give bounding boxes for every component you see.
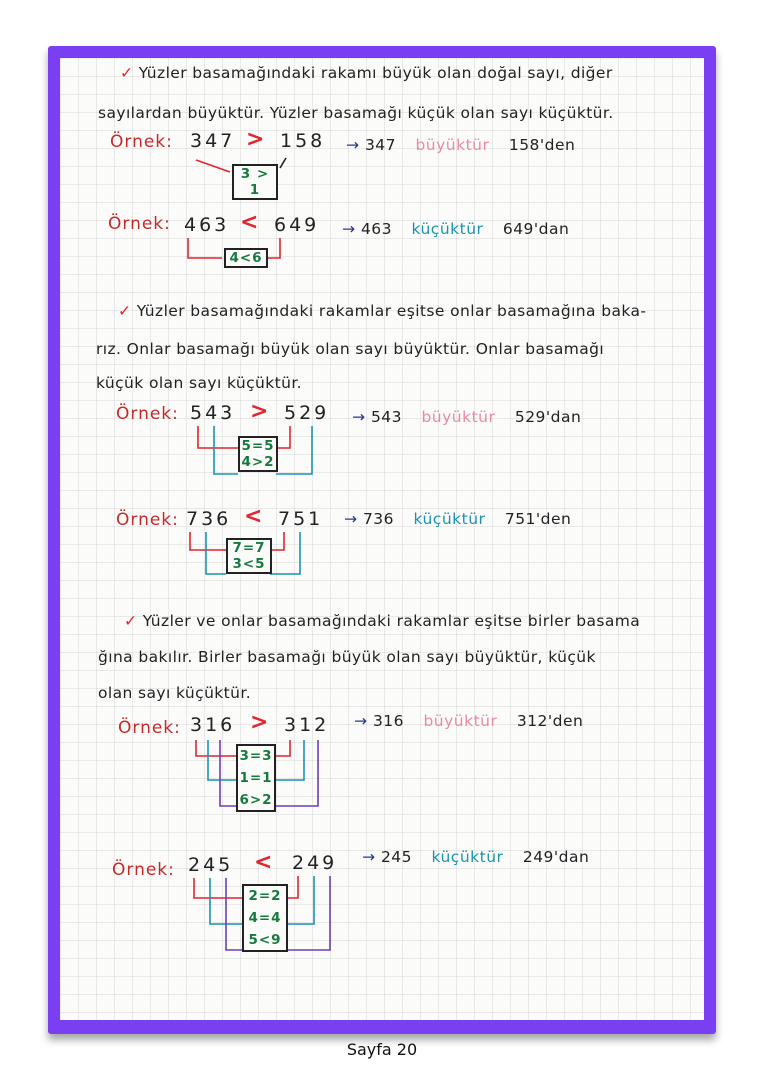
arrow-icon: → <box>344 510 358 528</box>
number-a: 245 <box>188 854 234 876</box>
result-line: → 245 küçüktür 249'dan <box>362 848 590 866</box>
number-a: 316 <box>190 714 236 736</box>
section2-rule-line2: rız. Onlar basamağı büyük olan sayı büyüktür. Onlar basamağı <box>96 340 605 358</box>
arrow-icon: → <box>362 848 376 866</box>
greater-sign: > <box>246 127 265 152</box>
result-line: → 316 büyüktür 312'den <box>354 712 584 730</box>
example-label: Örnek: <box>116 404 179 424</box>
arrow-icon: → <box>346 136 360 154</box>
comparison-box: 2=2 4=4 5<9 <box>242 884 288 952</box>
comparison-box: 5=5 4>2 <box>238 436 278 472</box>
example-label: Örnek: <box>110 132 173 152</box>
section1-rule-line1: ✓ Yüzler basamağındaki rakamı büyük olan doğal sayı, diğer <box>120 64 613 82</box>
comparison-box: 7=7 3<5 <box>226 538 272 574</box>
section3-rule-line3: olan sayı küçüktür. <box>98 684 252 702</box>
section3-rule-line1: ✓ Yüzler ve onlar basamağındaki rakamlar eşitse birler basama <box>124 612 641 630</box>
section2-rule-line3: küçük olan sayı küçüktür. <box>96 374 303 392</box>
result-line: → 347 büyüktür 158'den <box>346 136 576 154</box>
number-a: 736 <box>186 508 232 530</box>
arrow-icon: → <box>354 712 368 730</box>
comparison-box: 4<6 <box>224 248 268 268</box>
arrow-icon: → <box>342 220 356 238</box>
less-sign: < <box>240 210 259 235</box>
greater-sign: > <box>250 710 269 735</box>
check-icon: ✓ <box>118 302 132 320</box>
section2-rule-line1: ✓ Yüzler basamağındaki rakamlar eşitse onlar basamağına baka- <box>118 302 647 320</box>
number-b: 529 <box>284 402 330 424</box>
comparison-box: 3=3 1=1 6>2 <box>236 744 276 812</box>
number-b: 751 <box>278 508 324 530</box>
number-b: 158 <box>280 130 326 152</box>
check-icon: ✓ <box>120 64 134 82</box>
section1-rule-line2: sayılardan büyüktür. Yüzler basamağı küçük olan sayı küçüktür. <box>98 104 614 122</box>
example-label: Örnek: <box>116 510 179 530</box>
less-sign: < <box>254 850 273 875</box>
number-b: 649 <box>274 214 320 236</box>
check-icon: ✓ <box>124 612 138 630</box>
result-line: → 543 büyüktür 529'dan <box>352 408 582 426</box>
number-b: 249 <box>292 852 338 874</box>
comparison-box: 3 > 1 <box>232 164 278 200</box>
page-number: Sayfa 20 <box>346 1040 418 1059</box>
example-label: Örnek: <box>118 718 181 738</box>
arrow-icon: → <box>352 408 366 426</box>
example-label: Örnek: <box>108 214 171 234</box>
section3-rule-line2: ğına bakılır. Birler basamağı büyük olan sayı büyüktür, küçük <box>98 648 596 666</box>
example-label: Örnek: <box>112 860 175 880</box>
number-a: 463 <box>184 214 230 236</box>
number-a: 347 <box>190 130 236 152</box>
result-line: → 736 küçüktür 751'den <box>344 510 572 528</box>
greater-sign: > <box>250 399 269 424</box>
result-line: → 463 küçüktür 649'dan <box>342 220 570 238</box>
less-sign: < <box>244 504 263 529</box>
number-b: 312 <box>284 714 330 736</box>
number-a: 543 <box>190 402 236 424</box>
